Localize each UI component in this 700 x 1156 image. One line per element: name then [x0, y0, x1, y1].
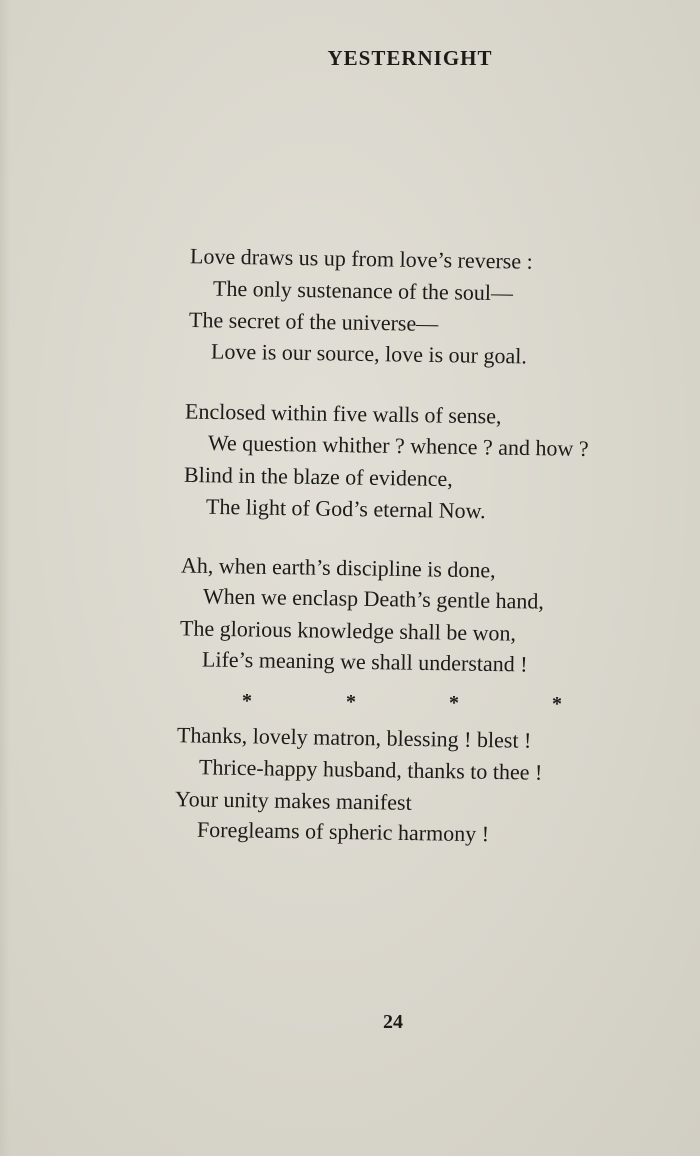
asterisk: * — [552, 693, 562, 715]
asterisk: * — [346, 691, 356, 713]
poem-line: Ah, when earth’s discipline is done, — [180, 552, 496, 583]
running-head-title: YESTERNIGHT — [327, 46, 493, 70]
page-number: 24 — [383, 1011, 403, 1033]
poem-line: When we enclasp Death’s gentle hand, — [202, 583, 545, 614]
poem-line: Life’s meaning we shall understand ! — [201, 646, 528, 677]
poem-line: Love draws us up from love’s reverse : — [189, 243, 533, 274]
poem-line: The light of God’s eternal Now. — [205, 493, 486, 524]
poem-line: Enclosed within five walls of sense, — [184, 398, 502, 429]
poem-line: Blind in the blaze of evidence, — [183, 461, 453, 492]
asterisk: * — [242, 690, 252, 712]
poem-line: Love is our source, love is our goal. — [210, 338, 528, 369]
poem-line: The glorious knowledge shall be won, — [179, 615, 517, 646]
poem-line: We question whither ? whence ? and how ? — [207, 430, 589, 461]
poem-line: Thanks, lovely matron, blessing ! blest ! — [176, 722, 532, 753]
poem-line: Foregleams of spheric harmony ! — [196, 816, 490, 847]
poem-line: The only sustenance of the soul— — [212, 275, 514, 306]
asterisk: * — [449, 692, 459, 714]
section-separator — [0, 688, 700, 718]
poem-line: Thrice-happy husband, thanks to thee ! — [198, 754, 543, 785]
poem-line: Your unity makes manifest — [174, 786, 412, 815]
poem-line: The secret of the universe— — [188, 307, 439, 336]
